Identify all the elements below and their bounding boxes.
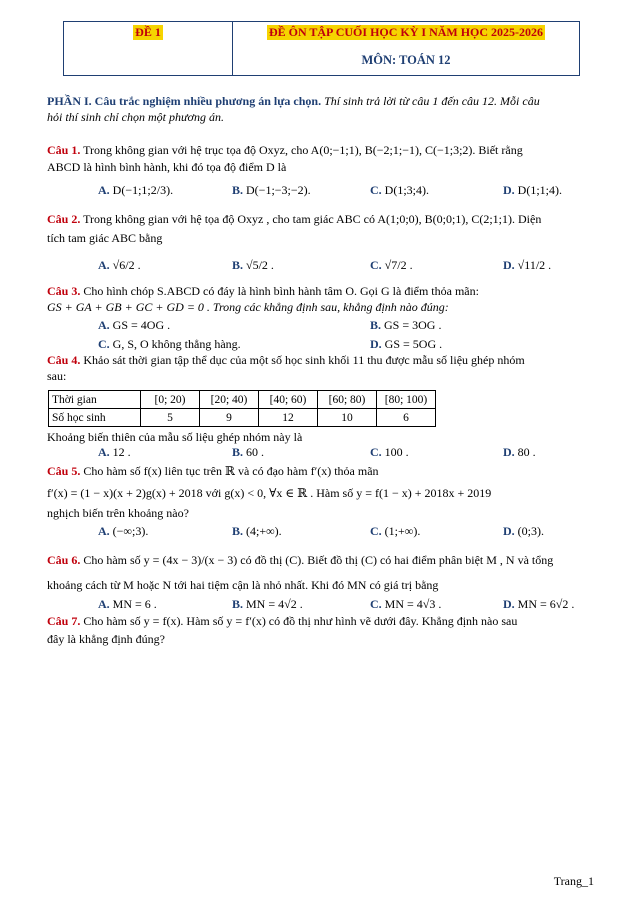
q6-option-a[interactable]: A. MN = 6 .: [98, 597, 157, 611]
q1-text-2: ABCD là hình bình hành, khi đó tọa độ điểm D là: [47, 160, 287, 174]
section-heading: PHẦN I. Câu trắc nghiệm nhiều phương án lựa chọn.: [47, 94, 322, 108]
q2-text-1: Trong không gian với hệ tọa độ Oxyz , cho tam giác ABC có A(1;0;0), B(0;0;1), C(2;1;1). Diện: [80, 212, 542, 226]
q5-option-d[interactable]: D. (0;3).: [503, 524, 544, 538]
q5-text-1: Cho hàm số f(x) liên tục trên ℝ và có đạo hàm f′(x) thỏa mãn: [80, 464, 379, 478]
table-cell: [0; 20): [141, 391, 200, 409]
q7-number: Câu 7.: [47, 614, 81, 628]
q4-line-1: [47, 353, 595, 367]
section-heading-line: [47, 94, 595, 108]
q7-text-1: Cho hàm số y = f(x). Hàm số y = f′(x) có đồ thị như hình vẽ dưới đây. Khẳng định nào sau: [80, 614, 518, 628]
exam-title: ĐỀ ÔN TẬP CUỐI HỌC KỲ I NĂM HỌC 2025-2026: [268, 25, 544, 39]
table-cell: [40; 60): [259, 391, 318, 409]
q2-line-1: [47, 212, 595, 226]
q6-text-2: khoảng cách từ M hoặc N tới hai tiệm cận là nhỏ nhất. Khi đó MN có giá trị bằng: [47, 578, 439, 592]
header-left: [64, 22, 233, 75]
q6-text-1: Cho hàm số y = (4x − 3)/(x − 3) có đồ thị (C). Biết đồ thị (C) có hai điểm phân biệt M , N và tổng: [80, 553, 554, 567]
q5-text-2: f′(x) = (1 − x)(x + 2)g(x) + 2018 với g(x) < 0, ∀x ∈ ℝ . Hàm số y = f(1 − x) + 2018x + 2019: [47, 486, 492, 500]
q6-line-1: [47, 553, 595, 567]
table-header-cell: Số học sinh: [49, 409, 141, 427]
q5-option-c[interactable]: C. (1;+∞).: [370, 524, 421, 538]
q7-text-2: đây là khẳng định đúng?: [47, 632, 165, 646]
section-instruction-2: hỏi thí sinh chỉ chọn một phương án.: [47, 110, 224, 124]
q1-number: Câu 1.: [47, 143, 81, 157]
q3-text-2: GS + GA + GB + GC + GD = 0 . Trong các khẳng định sau, khẳng định nào đúng:: [47, 300, 449, 314]
table-cell: 12: [259, 409, 318, 427]
q6-option-c[interactable]: C. MN = 4√3 .: [370, 597, 442, 611]
q2-option-b[interactable]: B. √5/2 .: [232, 258, 274, 272]
q1-text-1: Trong không gian với hệ trục tọa độ Oxyz, cho A(0;−1;1), B(−2;1;−1), C(−1;3;2). Biết rằng: [80, 143, 523, 157]
table-cell: [60; 80): [318, 391, 377, 409]
q3-number: Câu 3.: [47, 284, 81, 298]
table-cell: 6: [377, 409, 436, 427]
q4-option-c[interactable]: C. 100 .: [370, 445, 409, 459]
table-header-cell: Thời gian: [49, 391, 141, 409]
exam-subject: MÔN: TOÁN 12: [361, 53, 451, 67]
q7-line-1: [47, 614, 595, 628]
q3-option-c[interactable]: C. G, S, O không thẳng hàng.: [98, 337, 241, 351]
q6-option-d[interactable]: D. MN = 6√2 .: [503, 597, 575, 611]
header-box: [63, 21, 580, 76]
q4-option-d[interactable]: D. 80 .: [503, 445, 536, 459]
q4-text-3: Khoảng biến thiên của mẫu số liệu ghép nhóm này là: [47, 430, 303, 444]
q2-text-2: tích tam giác ABC bằng: [47, 231, 163, 245]
exam-label: ĐỀ 1: [135, 25, 161, 39]
q5-text-3: nghịch biến trên khoảng nào?: [47, 506, 189, 520]
section-instruction-1: Thí sinh trả lời từ câu 1 đến câu 12. Mỗi câu: [321, 94, 540, 108]
q4-option-b[interactable]: B. 60 .: [232, 445, 265, 459]
q6-option-b[interactable]: B. MN = 4√2 .: [232, 597, 303, 611]
q4-text-2: sau:: [47, 369, 67, 383]
table-row: [49, 391, 436, 409]
q1-option-b[interactable]: B. D(−1;−3;−2).: [232, 183, 311, 197]
q4-data-table: [48, 390, 436, 427]
header-right: [233, 22, 579, 75]
table-cell: [80; 100): [377, 391, 436, 409]
q2-option-d[interactable]: D. √11/2 .: [503, 258, 552, 272]
q4-number: Câu 4.: [47, 353, 81, 367]
q1-option-c[interactable]: C. D(1;3;4).: [370, 183, 429, 197]
table-cell: 5: [141, 409, 200, 427]
q5-number: Câu 5.: [47, 464, 81, 478]
q2-number: Câu 2.: [47, 212, 81, 226]
table-row: [49, 409, 436, 427]
q6-number: Câu 6.: [47, 553, 81, 567]
q5-line-1: [47, 464, 595, 478]
table-cell: 10: [318, 409, 377, 427]
q3-option-b[interactable]: B. GS = 3OG .: [370, 318, 442, 332]
q1-line-1: [47, 143, 595, 157]
q5-option-b[interactable]: B. (4;+∞).: [232, 524, 282, 538]
q4-option-a[interactable]: A. 12 .: [98, 445, 131, 459]
q1-option-d[interactable]: D. D(1;1;4).: [503, 183, 562, 197]
q3-option-a[interactable]: A. GS = 4OG .: [98, 318, 171, 332]
q2-option-a[interactable]: A. √6/2 .: [98, 258, 141, 272]
table-cell: [20; 40): [200, 391, 259, 409]
q3-text-1: Cho hình chóp S.ABCD có đáy là hình bình hành tâm O. Gọi G là điểm thỏa mãn:: [80, 284, 479, 298]
q5-option-a[interactable]: A. (−∞;3).: [98, 524, 149, 538]
q3-line-1: [47, 284, 595, 298]
q4-text-1: Khảo sát thời gian tập thể dục của một số học sinh khối 11 thu được mẫu số liệu ghép nhóm: [80, 353, 525, 367]
q3-option-d[interactable]: D. GS = 5OG .: [370, 337, 443, 351]
q1-option-a[interactable]: A. D(−1;1;2/3).: [98, 183, 174, 197]
q2-option-c[interactable]: C. √7/2 .: [370, 258, 413, 272]
page-number: Trang_1: [553, 874, 594, 888]
table-cell: 9: [200, 409, 259, 427]
